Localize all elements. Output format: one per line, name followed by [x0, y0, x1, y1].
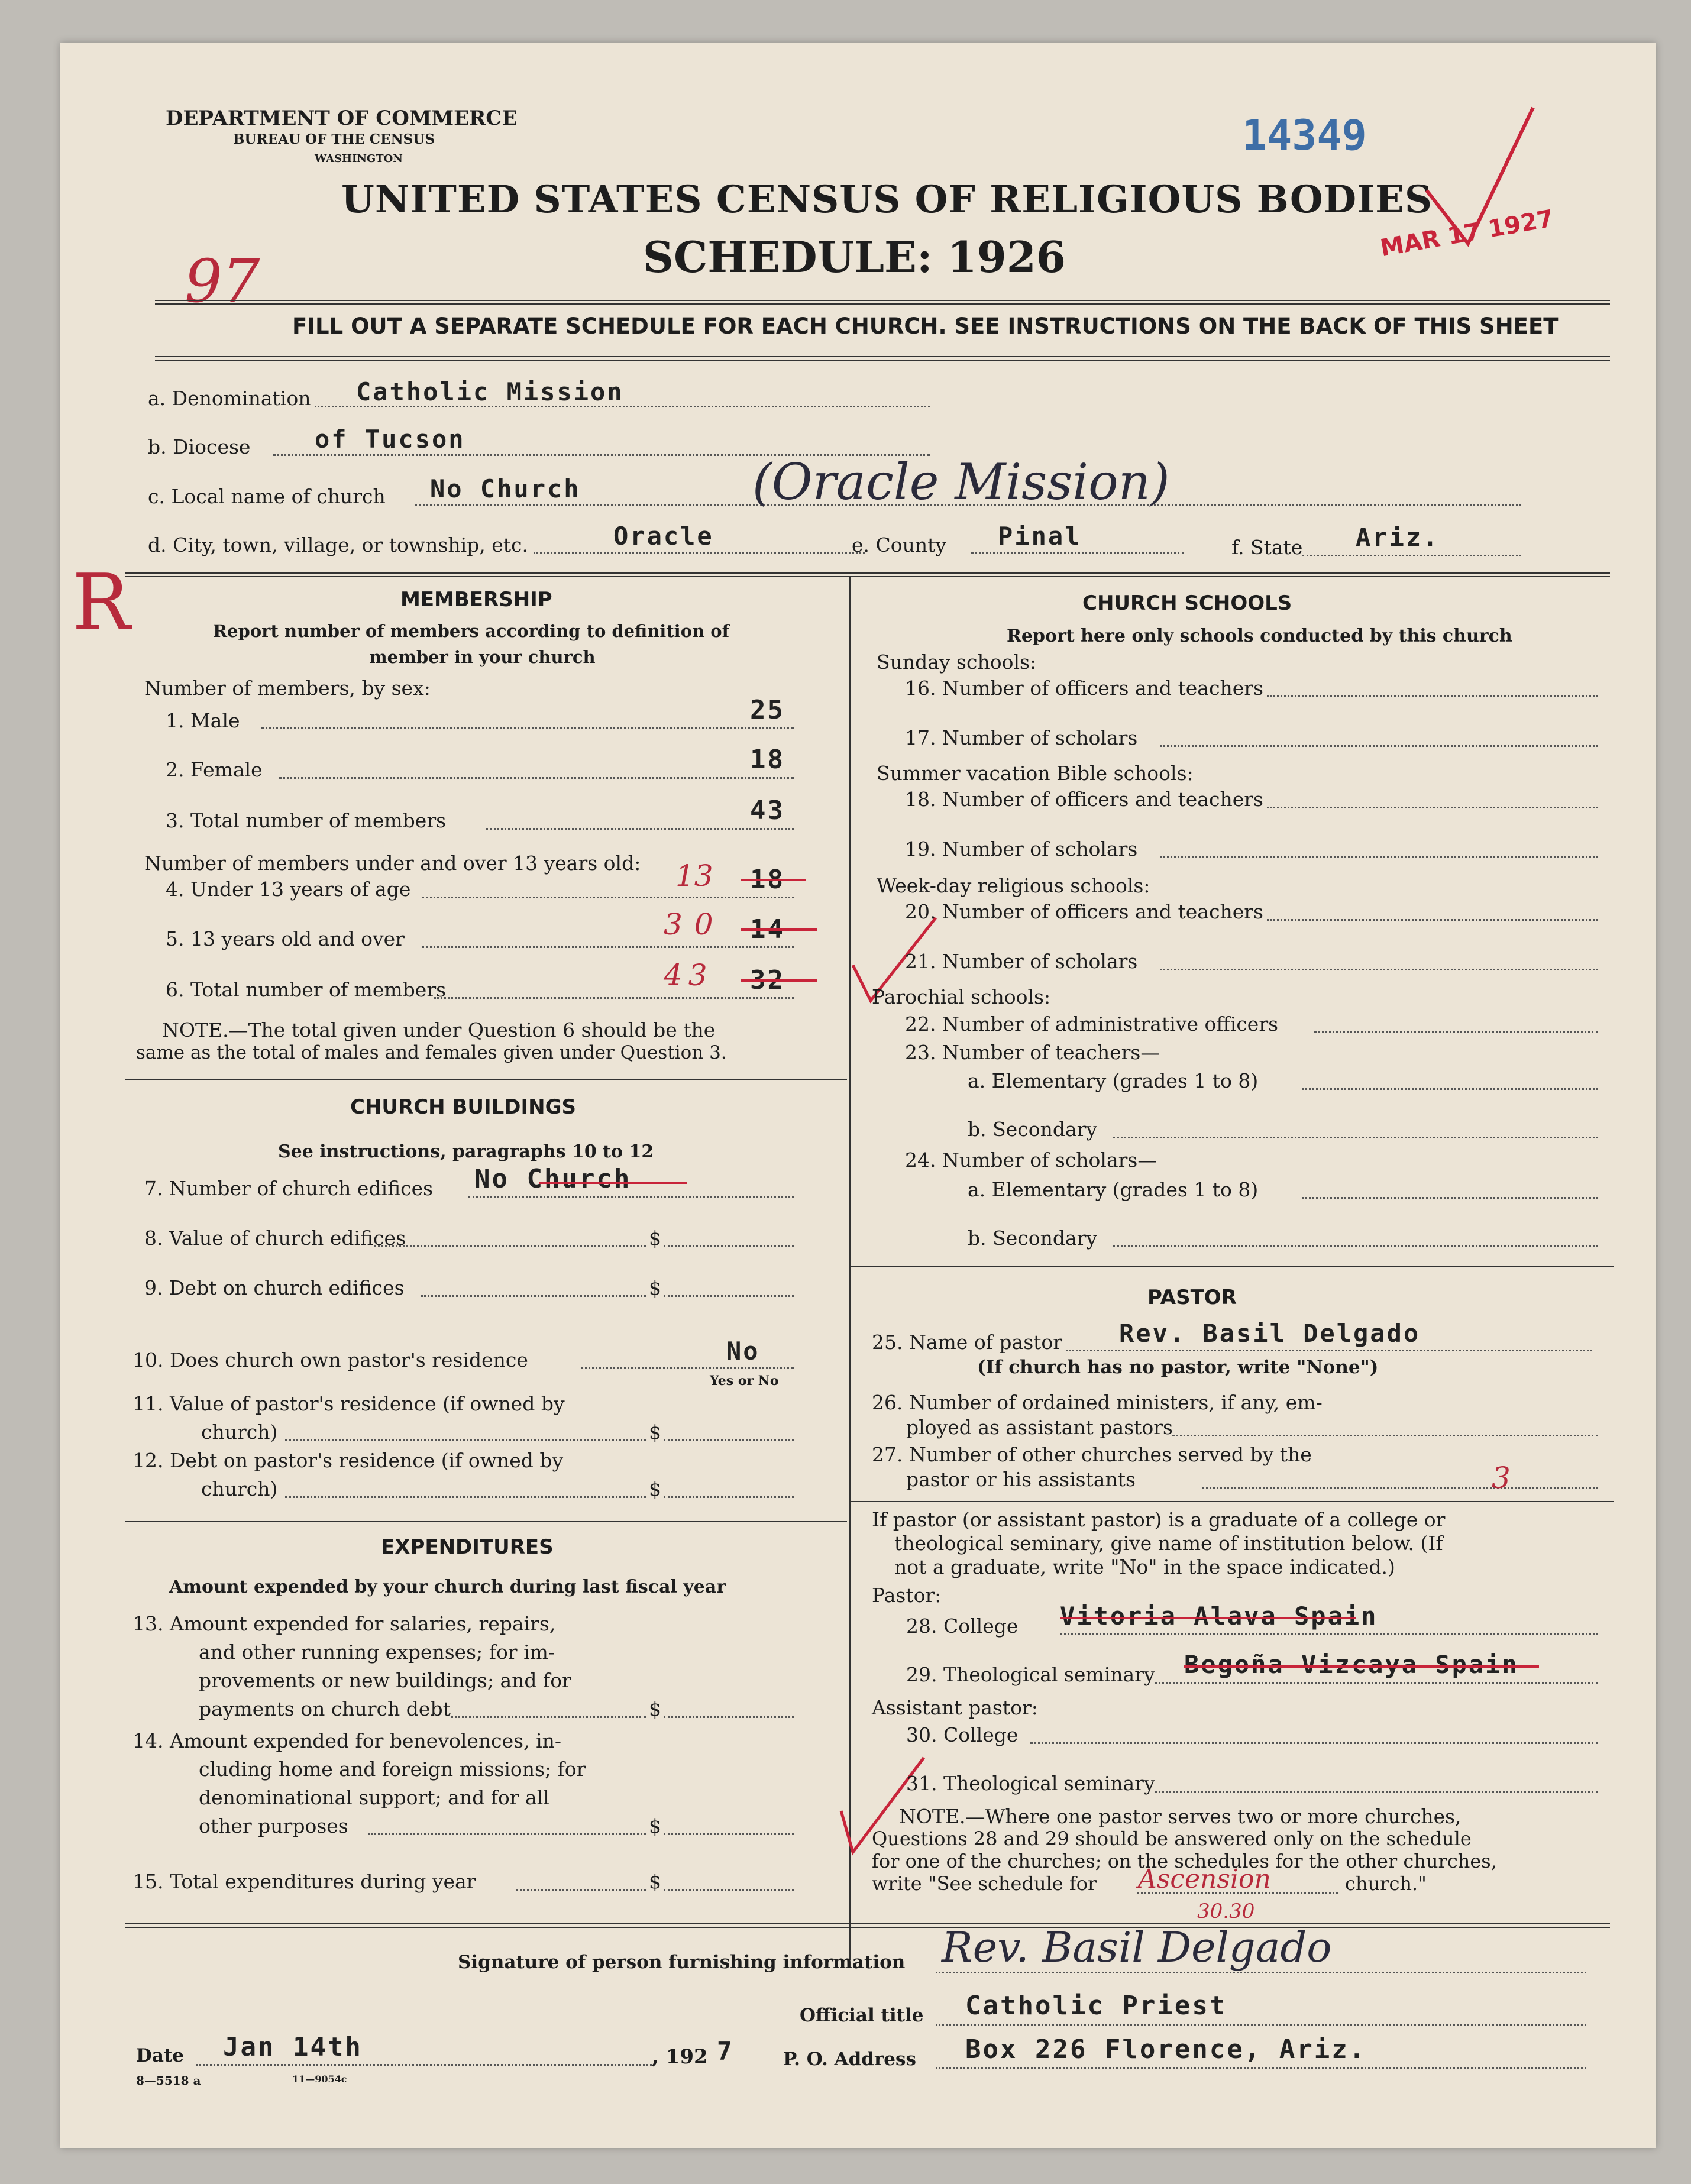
rule	[155, 356, 1610, 361]
pastor-note: Questions 28 and 29 should be answered only on the schedule	[872, 1827, 1472, 1850]
dollar-sign: $	[649, 1227, 661, 1250]
form-title: UNITED STATES CENSUS OF RELIGIOUS BODIES	[341, 177, 1433, 222]
department-heading: DEPARTMENT OF COMMERCE	[166, 106, 518, 130]
q11-label-2: church)	[201, 1421, 278, 1444]
q4-correction: 13	[675, 859, 713, 893]
year-prefix: , 192	[652, 2045, 708, 2069]
q24b-field[interactable]	[1113, 1245, 1598, 1247]
local-name-value: No Church	[430, 474, 581, 503]
q25-hint: (If church has no pastor, write "None")	[977, 1357, 1379, 1378]
print-number: 11—9054c	[292, 2073, 347, 2085]
q7-label: 7. Number of church edifices	[144, 1177, 434, 1200]
dollar-sign: $	[649, 1697, 661, 1720]
q1-value: 25	[750, 695, 785, 725]
q17-field[interactable]	[1160, 745, 1598, 747]
local-name-label: c. Local name of church	[148, 485, 386, 508]
bureau-heading: BUREAU OF THE CENSUS	[233, 131, 435, 147]
official-title-value: Catholic Priest	[965, 1991, 1227, 2021]
q27-value: 3	[1492, 1461, 1511, 1495]
q14-label: cluding home and foreign missions; for	[199, 1758, 586, 1781]
dollar-sign: $	[649, 1477, 661, 1500]
schools-heading: CHURCH SCHOOLS	[1082, 591, 1292, 615]
q11-field[interactable]	[664, 1439, 794, 1441]
q31-field[interactable]	[1155, 1791, 1598, 1793]
signature: Rev. Basil Delgado	[942, 1923, 1332, 1972]
membership-note: NOTE.—The total given under Question 6 should be the	[162, 1018, 716, 1041]
denomination-label: a. Denomination	[148, 387, 311, 410]
q27-label: 27. Number of other churches served by the	[872, 1443, 1312, 1466]
q6-value: 32	[750, 965, 785, 995]
q30-field[interactable]	[1030, 1742, 1598, 1744]
diocese-label: b. Diocese	[148, 435, 251, 458]
q30-label: 30. College	[906, 1723, 1019, 1746]
age-intro-label: Number of members under and over 13 years old:	[144, 852, 641, 875]
census-form-sheet	[60, 43, 1656, 2148]
q23a-label: a. Elementary (grades 1 to 8)	[968, 1069, 1259, 1092]
buildings-subhead: See instructions, paragraphs 10 to 12	[278, 1141, 654, 1162]
po-address-value: Box 226 Florence, Ariz.	[965, 2034, 1367, 2065]
q18-field[interactable]	[1267, 807, 1598, 808]
parochial-label: Parochial schools:	[872, 985, 1051, 1008]
q19-label: 19. Number of scholars	[905, 837, 1138, 860]
q28-label: 28. College	[906, 1614, 1019, 1638]
q14-label: 14. Amount expended for benevolences, in-	[132, 1729, 562, 1752]
q15-label: 15. Total expenditures during year	[132, 1870, 476, 1893]
pastor-note: NOTE.—Where one pastor serves two or more churches,	[899, 1805, 1462, 1828]
city-label: d. City, town, village, or township, etc.	[148, 533, 529, 556]
q1-label: 1. Male	[166, 709, 240, 732]
state-label: f. State	[1231, 536, 1303, 559]
q21-field[interactable]	[1160, 969, 1598, 970]
q28-value: Vitoria Alava Spain	[1060, 1601, 1378, 1630]
q24-label: 24. Number of scholars—	[905, 1148, 1157, 1172]
membership-subhead: Report number of members according to definition of	[213, 621, 730, 641]
serial-number: 14349	[1242, 111, 1367, 160]
q13-label: 13. Amount expended for salaries, repairs,	[132, 1612, 556, 1635]
received-stamp: MAR 17 1927	[1378, 205, 1556, 263]
q27-label-2: pastor or his assistants	[906, 1468, 1136, 1491]
q16-label: 16. Number of officers and teachers	[905, 677, 1263, 700]
graduate-instructions: If pastor (or assistant pastor) is a graduate of a college or	[872, 1508, 1446, 1531]
official-title-label: Official title	[800, 2005, 924, 2026]
q8-field[interactable]	[664, 1245, 794, 1247]
q23b-field[interactable]	[1113, 1137, 1598, 1138]
by-sex-label: Number of members, by sex:	[144, 677, 431, 700]
county-value: Pinal	[998, 522, 1082, 551]
q5-correction: 30	[664, 907, 725, 941]
q14-label: denominational support; and for all	[199, 1786, 549, 1809]
q15-field[interactable]	[664, 1889, 794, 1891]
q23-label: 23. Number of teachers—	[905, 1041, 1160, 1064]
dollar-sign: $	[649, 1814, 661, 1837]
q10-value: No	[726, 1337, 760, 1366]
q18-label: 18. Number of officers and teachers	[905, 788, 1263, 811]
margin-mark: R	[72, 557, 130, 647]
q13-label: payments on church debt	[199, 1697, 451, 1720]
q5-value: 14	[750, 914, 785, 944]
diocese-value: of Tucson	[315, 425, 465, 454]
pastor-note: write "See schedule for	[872, 1872, 1097, 1895]
pastor-label: Pastor:	[872, 1584, 942, 1607]
pastor-note: church."	[1345, 1872, 1427, 1895]
local-name-handwritten: (Oracle Mission)	[752, 453, 1170, 511]
q13-field[interactable]	[664, 1716, 794, 1718]
q29-label: 29. Theological seminary	[906, 1663, 1155, 1686]
buildings-heading: CHURCH BUILDINGS	[350, 1095, 577, 1119]
q23b-label: b. Secondary	[968, 1118, 1098, 1141]
q13-label: provements or new buildings; and for	[199, 1669, 571, 1692]
q20-label: 20. Number of officers and teachers	[905, 900, 1263, 923]
q2-value: 18	[750, 745, 785, 775]
sunday-label: Sunday schools:	[877, 651, 1037, 674]
q25-value: Rev. Basil Delgado	[1119, 1319, 1421, 1348]
year-digit: 7	[717, 2037, 734, 2066]
q7-value: No Church	[474, 1164, 632, 1194]
q8-label: 8. Value of church edifices	[144, 1227, 406, 1250]
q4-value: 18	[750, 865, 785, 895]
q11-label: 11. Value of pastor's residence (if owned by	[132, 1392, 565, 1415]
q21-label: 21. Number of scholars	[905, 950, 1138, 973]
county-label: e. County	[852, 533, 947, 556]
q29-value: Begoña Vizcaya Spain	[1184, 1650, 1519, 1679]
q14-label: other purposes	[199, 1814, 348, 1837]
date-label: Date	[136, 2045, 185, 2066]
pastor-note-handwritten: Ascension	[1138, 1864, 1271, 1894]
membership-heading: MEMBERSHIP	[400, 588, 552, 611]
q26-label: 26. Number of ordained ministers, if any, em-	[872, 1391, 1323, 1414]
state-value: Ariz.	[1356, 523, 1440, 552]
q10-hint: Yes or No	[710, 1373, 779, 1389]
pastor-heading: PASTOR	[1147, 1286, 1237, 1309]
q9-label: 9. Debt on church edifices	[144, 1276, 405, 1299]
q9-field[interactable]	[664, 1295, 794, 1297]
summer-label: Summer vacation Bible schools:	[877, 762, 1194, 785]
rule	[155, 300, 1610, 305]
q26-label-2: ployed as assistant pastors	[906, 1416, 1173, 1439]
q3-label: 3. Total number of members	[166, 809, 447, 832]
q10-label: 10. Does church own pastor's residence	[132, 1348, 528, 1371]
q22-label: 22. Number of administrative officers	[905, 1012, 1279, 1036]
q6-correction: 43	[664, 958, 713, 992]
check-mark-icon	[1421, 102, 1539, 255]
pastor-note: for one of the churches; on the schedules for the other churches,	[872, 1850, 1497, 1872]
city-value: Oracle	[613, 522, 714, 551]
q3-value: 43	[750, 795, 785, 826]
po-address-label: P. O. Address	[783, 2049, 916, 2070]
q12-label: 12. Debt on pastor's residence (if owned by	[132, 1449, 564, 1472]
q2-label: 2. Female	[166, 758, 263, 781]
weekday-label: Week-day religious schools:	[877, 874, 1150, 897]
denomination-value: Catholic Mission	[356, 377, 624, 406]
q13-label: and other running expenses; for im-	[199, 1641, 555, 1664]
asst-pastor-label: Assistant pastor:	[872, 1696, 1038, 1719]
dollar-sign: $	[649, 1870, 661, 1893]
q20-field[interactable]	[1267, 919, 1598, 921]
q22-field[interactable]	[1314, 1031, 1598, 1033]
city-heading: WASHINGTON	[315, 153, 403, 165]
form-number: 8—5518 a	[136, 2073, 201, 2088]
graduate-instructions: not a graduate, write "No" in the space indicated.)	[894, 1555, 1395, 1578]
q14-field[interactable]	[664, 1833, 794, 1835]
expenditures-subhead: Amount expended by your church during last fiscal year	[169, 1577, 726, 1597]
q24b-label: b. Secondary	[968, 1227, 1098, 1250]
q12-label-2: church)	[201, 1477, 278, 1500]
q4-label: 4. Under 13 years of age	[166, 878, 411, 901]
q19-field[interactable]	[1160, 856, 1598, 858]
schools-subhead: Report here only schools conducted by this church	[1007, 626, 1512, 646]
q31-label: 31. Theological seminary	[906, 1772, 1155, 1795]
q24a-label: a. Elementary (grades 1 to 8)	[968, 1178, 1259, 1201]
q26-field[interactable]	[1172, 1435, 1598, 1436]
q6-label: 6. Total number of members	[166, 978, 447, 1001]
schedule-title: SCHEDULE: 1926	[643, 232, 1066, 282]
expenditures-heading: EXPENDITURES	[381, 1535, 554, 1559]
instruction-line: FILL OUT A SEPARATE SCHEDULE FOR EACH CHURCH. SEE INSTRUCTIONS ON THE BACK OF THIS SHEET	[292, 313, 1559, 339]
membership-note: same as the total of males and females given under Question 3.	[136, 1042, 727, 1063]
q17-label: 17. Number of scholars	[905, 726, 1138, 749]
q25-label: 25. Name of pastor	[872, 1331, 1063, 1354]
date-value: Jan 14th	[223, 2032, 363, 2062]
dollar-sign: $	[649, 1276, 661, 1299]
q24a-field[interactable]	[1302, 1197, 1598, 1199]
q23a-field[interactable]	[1302, 1088, 1598, 1090]
q12-field[interactable]	[664, 1496, 794, 1498]
graduate-instructions: theological seminary, give name of institution below. (If	[894, 1532, 1443, 1555]
handwritten-97: 97	[185, 247, 260, 316]
signature-label: Signature of person furnishing information	[458, 1952, 906, 1973]
dollar-sign: $	[649, 1421, 661, 1444]
q5-label: 5. 13 years old and over	[166, 927, 405, 950]
pastor-note-handwritten-2: 30.30	[1197, 1900, 1255, 1923]
q16-field[interactable]	[1267, 695, 1598, 697]
membership-subhead: member in your church	[369, 647, 596, 667]
